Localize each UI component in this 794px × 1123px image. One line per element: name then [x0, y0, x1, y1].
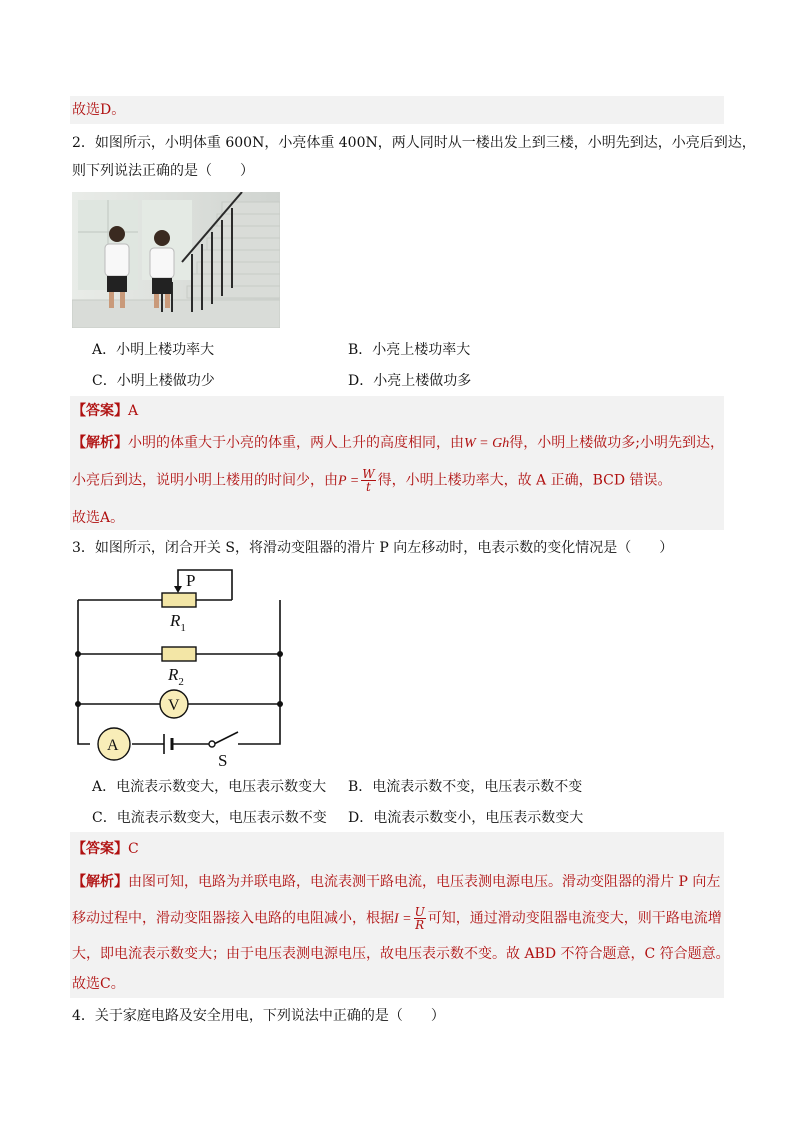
battery — [164, 734, 172, 754]
analysis-tag: 【解析】 — [72, 435, 128, 451]
resistor-r1 — [162, 593, 196, 607]
label-a: A — [107, 737, 119, 754]
q3-analysis-line3: 大，即电流表示数变大；由于电压表测电源电压，故电压表示数不变。故 ABD 不符合题意，C 符合题意。 — [72, 946, 730, 962]
q3-option-d: D．电流表示数变小，电压表示数变大 — [348, 810, 584, 826]
q3-option-a: A．电流表示数变大，电压表示数变大 — [92, 779, 327, 795]
q3-stem: 3．如图所示，闭合开关 S，将滑动变阻器的滑片 P 向左移动时，电表示数的变化情况是（ ） — [72, 540, 674, 556]
q3-option-c: C．电流表示数变大，电压表示数不变 — [92, 810, 327, 826]
label-p: P — [186, 571, 196, 590]
q2-option-c: C．小明上楼做功少 — [92, 373, 215, 389]
resistor-r2 — [162, 647, 196, 661]
answer-band-q1 — [70, 96, 724, 124]
switch — [209, 741, 215, 747]
formula-work: W = Gh — [464, 436, 510, 451]
q2-analysis-line2 — [72, 468, 672, 493]
analysis-tag: 【解析】 — [72, 874, 128, 890]
analysis-text: 小亮后到达，说明小明上楼用的时间少，由 — [72, 472, 338, 489]
analysis-text: 得，小明上楼做功多;小明先到达， — [509, 435, 724, 451]
answer-tag: 【答案】 — [72, 403, 128, 419]
q2-option-d: D．小亮上楼做功多 — [348, 373, 472, 389]
formula-power-fraction: $\frac{W}{t}$ — [362, 467, 375, 494]
label-r2: $R_2$ — [168, 665, 184, 688]
q3-conclusion: 故选C。 — [72, 976, 125, 992]
label-v: V — [168, 697, 180, 714]
q1-conclusion: 故选D。 — [72, 102, 126, 118]
q3-option-b: B．电流表示数不变，电压表示数不变 — [348, 779, 583, 795]
circuit-diagram — [72, 566, 292, 780]
q2-analysis-line1 — [72, 433, 724, 454]
answer-tag: 【答案】 — [72, 841, 128, 857]
answer-value: A — [128, 403, 139, 419]
q2-stem-line2: 则下列说法正确的是（ ） — [72, 163, 254, 179]
q3-analysis-line1 — [72, 872, 720, 892]
analysis-text: 由图可知，电路为并联电路，电流表测干路电流，电压表测电源电压。滑动变阻器的滑片 P 向左 — [128, 874, 721, 890]
formula-ohm-fraction: $\frac{U}{R}$ — [414, 905, 425, 932]
label-s: S — [218, 751, 228, 770]
analysis-text: 小明的体重大于小亮的体重，两人上升的高度相同，由 — [128, 435, 464, 451]
label-r1: $R_1$ — [170, 611, 186, 634]
q2-option-b: B．小亮上楼功率大 — [348, 342, 471, 358]
formula-ohm-lhs: I = — [394, 911, 412, 927]
q2-answer — [72, 401, 138, 421]
answer-band-q2 — [70, 396, 724, 530]
q2-conclusion: 故选A。 — [72, 510, 125, 526]
q2-stem-line1: 2．如图所示，小明体重 600N，小亮体重 400N，两人同时从一楼出发上到三楼，小明先到达，小亮后到达， — [72, 135, 756, 151]
q3-analysis-line2 — [72, 906, 722, 931]
formula-power-lhs: P = — [338, 473, 360, 489]
stairs-photo — [72, 192, 280, 328]
analysis-text: 移动过程中，滑动变阻器接入电路的电阻减小，根据 — [72, 910, 394, 927]
analysis-text: 可知，通过滑动变阻器电流变大，则干路电流增 — [427, 910, 722, 927]
q3-answer — [72, 839, 139, 859]
q4-stem: 4．关于家庭电路及安全用电，下列说法中正确的是（ ） — [72, 1008, 445, 1024]
analysis-text: 得，小明上楼功率大，故 A 正确，BCD 错误。 — [377, 472, 672, 489]
q2-option-a: A．小明上楼功率大 — [92, 342, 215, 358]
answer-value: C — [128, 841, 139, 857]
